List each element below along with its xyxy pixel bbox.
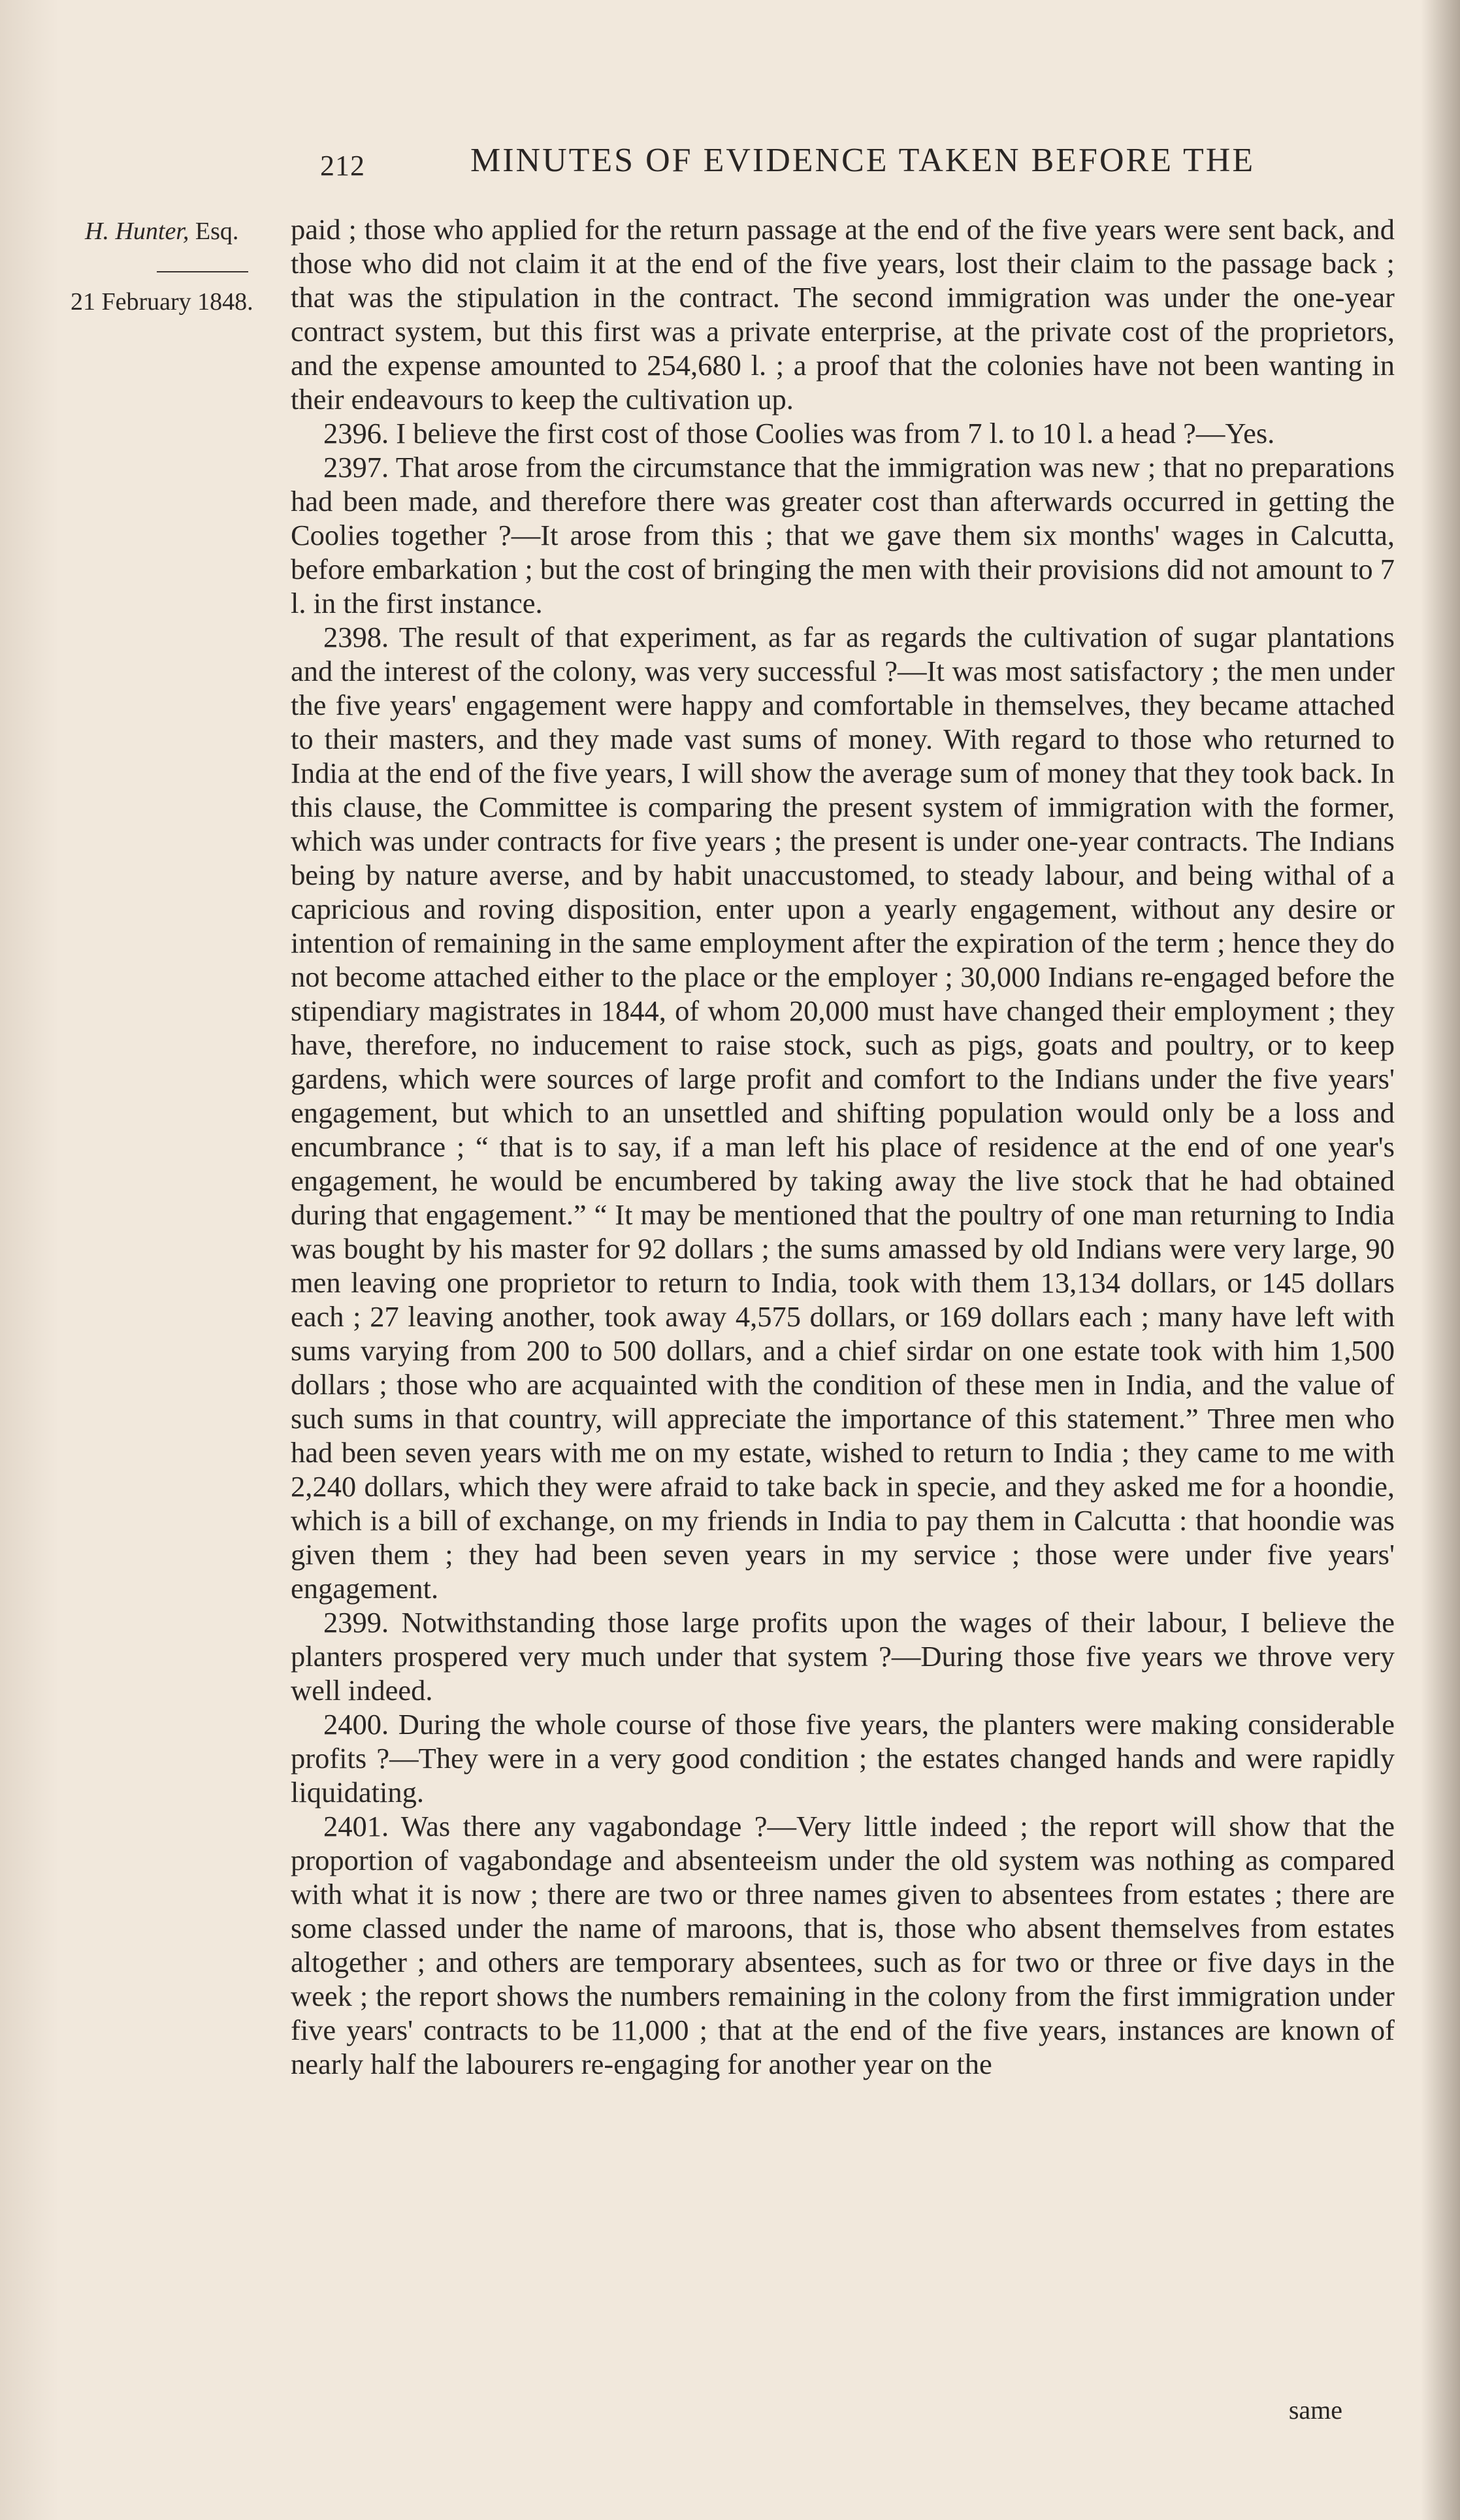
binding-shadow (1421, 0, 1460, 2520)
question-2400: 2400. During the whole course of those five years, the planters were making considerable profits ?—They were in a very good condition ; the estates changed hands and were rapidly liquidating. (291, 1708, 1395, 1808)
question-2397: 2397. That arose from the circumstance that the immigration was new ; that no preparations had been made, and therefore there was greater cost than afterwards occurred in getting the Coolies together ?—It arose from this ; that we gave them six months' wages in Calcutta, before embarkation ; but the cost of bringing the men with their provisions did not amount to 7 l. in the first instance. (291, 451, 1395, 619)
running-head: MINUTES OF EVIDENCE TAKEN BEFORE THE (470, 142, 1256, 179)
page-number: 212 (320, 150, 365, 182)
margin-rule (157, 271, 248, 272)
question-2398: 2398. The result of that experiment, as far as regards the cultivation of sugar plantations and the interest of the colony, was very successful ?—It was most satisfactory ; the men under the five years' engagement were happy and comfortable in themselves, they became attached to their masters, and they made vast sums of money. With regard to those who returned to India at the end of the five years, I will show the average sum of money that they took back. In this clause, the Committee is comparing the present system of immigration with the former, which was under contracts for five years ; the present is under one-year contracts. The Indians being by nature averse, and by habit unaccustomed, to steady labour, and being withal of a capricious and roving disposition, enter upon a yearly engagement, without any desire or intention of remaining in the same employment after the expiration of the term ; hence they do not become attached either to the place or the employer ; 30,000 Indians re-engaged before the stipendiary magistrates in 1844, of whom 20,000 must have changed their employment ; they have, therefore, no inducement to raise stock, such as pigs, goats and poultry, or to keep gardens, which were sources of large profit and comfort to the Indians under the five years' engagement, but which to an unsettled and shifting population would only be a loss and encumbrance ; “ that is to say, if a man left his place of residence at the end of one year's engagement, he would be encumbered by taking away the live stock that he had obtained during that engagement.” “ It may be mentioned that the poultry of one man returning to India was bought by his master for 92 dollars ; the sums amassed by old Indians were very large, 90 men leaving one proprietor to return to India, took with them 13,134 dollars, or 145 dollars each ; 27 leaving another, took away 4,575 dollars, or 169 dollars each ; many have left with sums varying from 200 to 500 dollars, and a chief sirdar on one estate took with him 1,500 dollars ; those who are acquainted with the condition of these men in India, and the value of such sums in that country, will appreciate the importance of this statement.” Three men who had been seven years with me on my estate, wished to return to India ; they came to me with 2,240 dollars, which they were afraid to take back in specie, and they asked me for a hoondie, which is a bill of exchange, on my friends in India to pay them in Calcutta : that hoondie was given them ; they had been seven years in my service ; those were under five years' engagement. (291, 621, 1395, 1605)
witness-name (85, 217, 294, 246)
page-edge-shade (0, 0, 59, 2520)
question-2401: 2401. Was there any vagabondage ?—Very little indeed ; the report will show that the proportion of vagabondage and absenteeism under the old system was nothing as compared with what it is now ; there are two or three names given to absentees from estates ; there are some classed under the name of maroons, that is, those who absent themselves from estates altogether ; and others are temporary absentees, such as for two or three or five days in the week ; the report shows the numbers remaining in the colony from the first immigration under five years' contracts to be 11,000 ; that at the end of the five years, instances are known of nearly half the labourers re-engaging for another year on the (291, 1810, 1395, 2080)
body-text (291, 212, 1395, 2081)
witness-suffix: Esq. (189, 218, 239, 245)
paragraph-continuation: paid ; those who applied for the return passage at the end of the five years were sent back, and those who did not claim it at the end of the five years, lost their claim to the passage back ; that was the stipulation in the contract. The second immigration was under the one-year contract system, but this first was a private enterprise, at the private cost of the proprietors, and the expense amounted to 254,680 l. ; a proof that the colonies have not been wanting in their endeavours to keep the cultivation up. (291, 213, 1395, 416)
question-2396: 2396. I believe the first cost of those Coolies was from 7 l. to 10 l. a head ?—Yes. (323, 417, 1275, 450)
question-2399: 2399. Notwithstanding those large profits upon the wages of their labour, I believe the planters prospered very much under that system ?—During those five years we throve very well indeed. (291, 1606, 1395, 1707)
evidence-date: 21 February 1848. (71, 288, 253, 316)
catchword: same (1288, 2395, 1342, 2425)
witness-name-italic: H. Hunter, (85, 218, 189, 245)
